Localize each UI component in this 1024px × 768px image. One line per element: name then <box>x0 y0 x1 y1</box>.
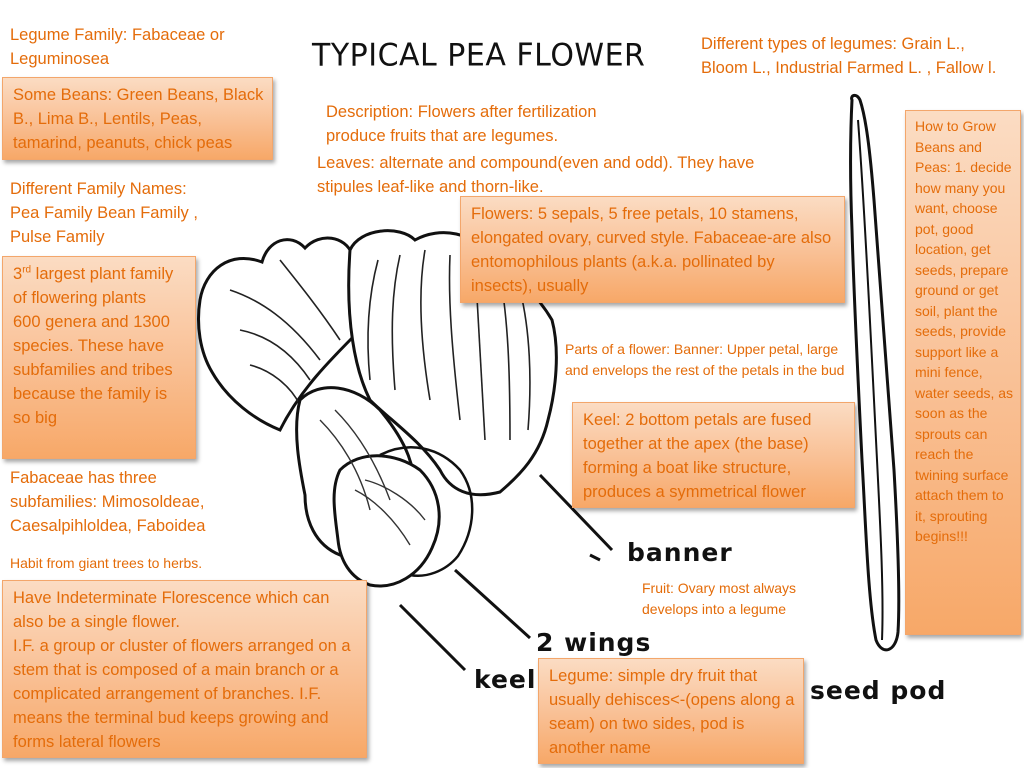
florescence-text: Have Indeterminate Florescence which can also be a single flower. I.F. a group or cluster of flowers arranged on a stem that is composed of a main branch or a complicated arrangement of branches. I.F. means the terminal bud keeps growing and forms lateral flowers <box>13 589 351 751</box>
largest-family-number: 3 <box>13 265 23 283</box>
largest-family-body: largest plant family of flowering plants 600 genera and 1300 species. These have subfamilies and tribes because the family is so big <box>13 265 174 427</box>
page-title: TYPICAL PEA FLOWER <box>312 37 646 74</box>
beans-box <box>2 77 273 160</box>
largest-family-text <box>13 262 187 430</box>
parts-text: Parts of a flower: Banner: Upper petal, large and envelops the rest of the petals in the bud <box>565 341 845 378</box>
description-text: Description: Flowers after fertilization produce fruits that are legumes. <box>326 103 597 145</box>
label-wings: 2 wings <box>536 628 652 657</box>
largest-family-ordinal: rd <box>22 264 32 276</box>
subfamilies-text: Fabaceae has three subfamilies: Mimosoldeae, Caesalpihloldea, Faboidea <box>10 469 206 535</box>
seed-pod <box>851 95 899 649</box>
legume-family-text: Legume Family: Fabaceae or Leguminosea <box>10 26 225 68</box>
flowers-box <box>460 196 845 303</box>
beans-text: Some Beans: Green Beans, Black B., Lima B., Lentils, Peas, tamarind, peanuts, chick peas <box>13 86 264 152</box>
habit-text: Habit from giant trees to herbs. <box>10 555 203 571</box>
leaves-text: Leaves: alternate and compound(even and odd). They have stipules leaf-like and thorn-like. <box>317 154 755 196</box>
fruit-text: Fruit: Ovary most always develops into a legume <box>642 580 797 617</box>
label-keel: keel <box>474 665 537 694</box>
label-seed-pod: seed pod <box>810 676 947 705</box>
label-banner: banner <box>627 538 733 567</box>
how-to-grow-text: How to Grow Beans and Peas: 1. decide how many you want, choose pot, good location, get seeds, prepare ground or get soil, plant the seeds, provide support like a mini fence, water seeds, as soon as the sprouts can reach the twining surface attach them to it, sprouting begins!!! <box>915 118 1014 544</box>
keel-petal <box>334 456 439 586</box>
how-to-grow-box <box>905 110 1021 635</box>
legume-box <box>538 658 804 764</box>
family-names-text: Different Family Names: Pea Family Bean Family , Pulse Family <box>10 180 198 246</box>
keel-text: Keel: 2 bottom petals are fused together at the apex (the base) forming a boat like structure, produces a symmetrical flower <box>583 411 812 501</box>
legume-text: Legume: simple dry fruit that usually dehisces<-(opens along a seam) on two sides, pod is another name <box>549 667 795 757</box>
keel-box <box>572 402 855 508</box>
flowers-text: Flowers: 5 sepals, 5 free petals, 10 stamens, elongated ovary, curved style. Fabaceae-are also entomophilous plants (a.k.a. pollinated by insects), usually <box>471 205 832 295</box>
florescence-box <box>2 580 367 758</box>
largest-family-box <box>2 256 196 459</box>
legume-types-text: Different types of legumes: Grain L., Bloom L., Industrial Farmed L. , Fallow l. <box>701 35 997 77</box>
